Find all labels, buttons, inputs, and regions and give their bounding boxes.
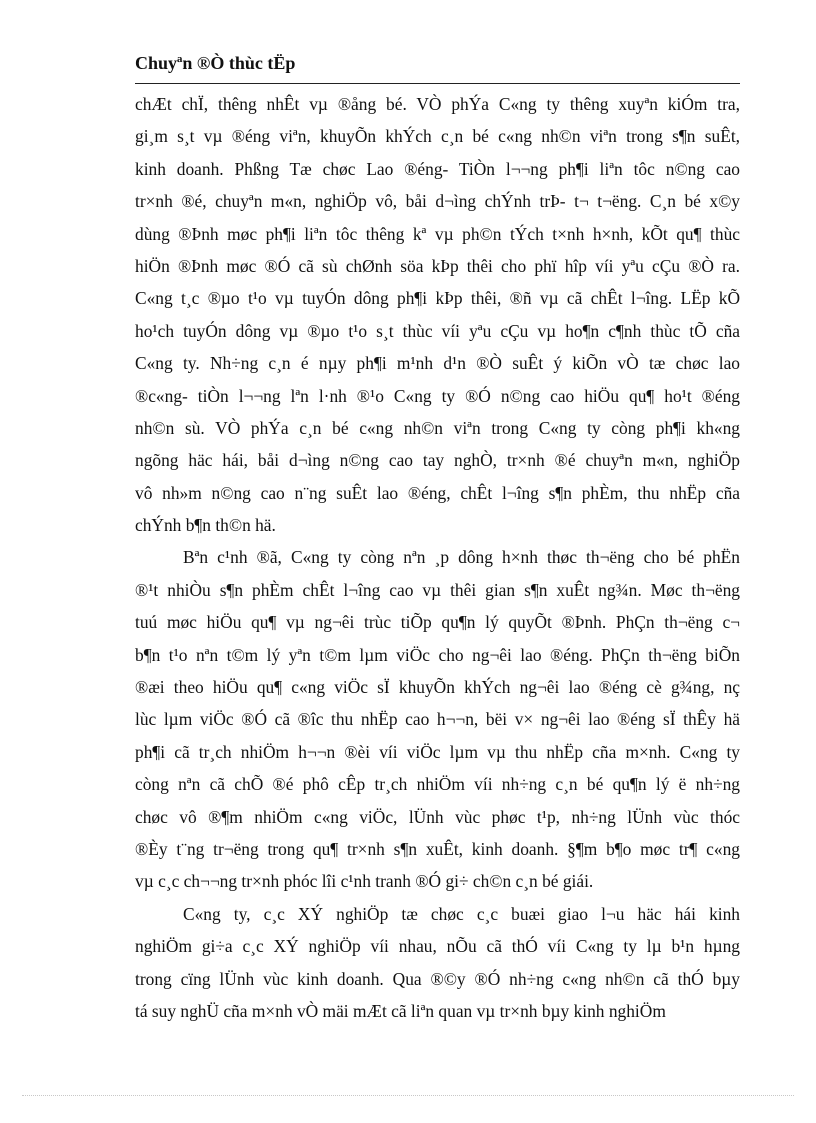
paragraph-2-line: tuú møc hiÖu qu¶ vµ ng¬êi trùc tiÕp qu¶n lý quyÕt ®Þnh. PhÇn th¬ëng c¬	[135, 612, 740, 633]
paragraph-1-line: ngõng häc hái, båi d¬ìng n©ng cao tay nghÒ, tr×nh ®é chuyªn m«n, nghiÖp	[135, 450, 740, 471]
paragraph-3-line: tá suy nghÜ cña m×nh vÒ mäi mÆt cã liªn quan vµ tr×nh bµy kinh nghiÖm	[135, 1000, 666, 1021]
paragraph-1-line: nh©n sù. VÒ phÝa c¸n bé c«ng nh©n viªn trong C«ng ty còng ph¶i kh«ng	[135, 417, 740, 438]
document-body	[135, 88, 740, 1027]
paragraph-3-line: C«ng ty, c¸c XÝ nghiÖp tæ chøc c¸c buæi giao l¬u häc hái kinh	[183, 903, 740, 924]
paragraph-2-line: chøc vô ®¶m nhiÖm c«ng viÖc, lÜnh vùc phøc t¹p, nh÷ng lÜnh vùc thóc	[135, 806, 740, 827]
paragraph-2-line: Bªn c¹nh ®ã, C«ng ty còng nªn ¸p dông h×nh thøc th¬ëng cho bé phËn	[183, 547, 740, 568]
page-header-title: Chuyªn ®Ò thùc tËp	[135, 53, 296, 73]
paragraph-1-line: tr×nh ®é, chuyªn m«n, nghiÖp vô, båi d¬ìng chÝnh trÞ- t¬ t¬ëng. C¸n bé x©y	[135, 191, 740, 212]
paragraph-2-line: ®¹t nhiÒu s¶n phÈm chÊt l¬îng cao vµ thêi gian s¶n xuÊt ng¾n. Møc th¬ëng	[135, 579, 740, 600]
paragraph-1-line: chÆt chÏ, thêng nhÊt vµ ®ång bé. VÒ phÝa C«ng ty thêng xuyªn kiÓm tra,	[135, 94, 740, 114]
paragraph-2-line: lùc lµm viÖc ®Ó cã ®îc thu nhËp cao h¬¬n, bëi v× ng¬êi lao ®éng sÏ thÊy hä	[135, 709, 740, 730]
page-bottom-border	[22, 1095, 794, 1096]
paragraph-2-line: ®Èy t¨ng tr¬ëng trong qu¶ tr×nh s¶n xuÊt, kinh doanh. §¶m b¶o møc tr¶ c«ng	[135, 838, 740, 859]
paragraph-1-line: hiÖn ®Þnh møc ®Ó cã sù chØnh söa kÞp thêi cho phï hîp víi yªu cÇu ®Ò ra.	[135, 255, 740, 276]
paragraph-1-line: vô nh»m n©ng cao n¨ng suÊt lao ®éng, chÊt l¬îng s¶n phÈm, thu nhËp cña	[135, 482, 740, 503]
paragraph-1-line: ®c«ng- tiÒn l¬¬ng lªn l·nh ®¹o C«ng ty ®Ó n©ng cao hiÖu qu¶ ho¹t ®éng	[135, 385, 740, 406]
paragraph-2-line: b¶n t¹o nªn t©m lý yªn t©m lµm viÖc cho ng¬êi lao ®éng. PhÇn th¬ëng biÕn	[135, 644, 740, 665]
paragraph-3-line: trong cïng lÜnh vùc kinh doanh. Qua ®©y ®Ó nh÷ng c«ng nh©n cã thÓ bµy	[135, 968, 740, 989]
paragraph-2-line: vµ c¸c ch¬¬ng tr×nh phóc lîi c¹nh tranh ®Ó gi÷ ch©n c¸n bé giái.	[135, 871, 594, 892]
paragraph-1-line: kinh doanh. Phßng Tæ chøc Lao ®éng- TiÒn l¬¬ng ph¶i liªn tôc n©ng cao	[135, 158, 740, 179]
paragraph-2-line: ®æi theo hiÖu qu¶ c«ng viÖc sÏ khuyÕn khÝch ng¬êi lao ®éng cè g¾ng, nç	[135, 677, 740, 698]
paragraph-1-line: dùng ®Þnh møc ph¶i liªn tôc thêng kª vµ ph©n tÝch t×nh h×nh, kÕt qu¶ thùc	[135, 223, 740, 244]
paragraph-3-line: nghiÖm gi÷a c¸c XÝ nghiÖp víi nhau, nÕu cã thÓ víi C«ng ty lµ b¹n hµng	[135, 936, 740, 957]
header-divider	[135, 83, 740, 84]
paragraph-1-line: gi¸m s¸t vµ ®éng viªn, khuyÕn khÝch c¸n bé c«ng nh©n viªn trong s¶n suÊt,	[135, 126, 740, 147]
paragraph-1-line: C«ng ty. Nh÷ng c¸n é nµy ph¶i m¹nh d¹n ®Ò suÊt ý kiÕn vÒ tæ chøc lao	[135, 353, 740, 374]
paragraph-2-line: ph¶i cã tr¸ch nhiÖm h¬¬n ®èi víi viÖc lµm vµ thu nhËp cña m×nh. C«ng ty	[135, 741, 740, 762]
paragraph-2-line: còng nªn cã chÕ ®é phô cÊp tr¸ch nhiÖm víi nh÷ng c¸n bé qu¶n lý ë nh÷ng	[135, 774, 740, 795]
paragraph-1-line: C«ng t¸c ®µo t¹o vµ tuyÓn dông ph¶i kÞp thêi, ®ñ vµ cã chÊt l¬îng. LËp kÕ	[135, 288, 740, 309]
paragraph-1-line: ho¹ch tuyÓn dông vµ ®µo t¹o s¸t thùc víi yªu cÇu vµ ho¶n c¶nh thùc tÕ cña	[135, 320, 740, 341]
paragraph-1-line: chÝnh b¶n th©n hä.	[135, 515, 276, 536]
